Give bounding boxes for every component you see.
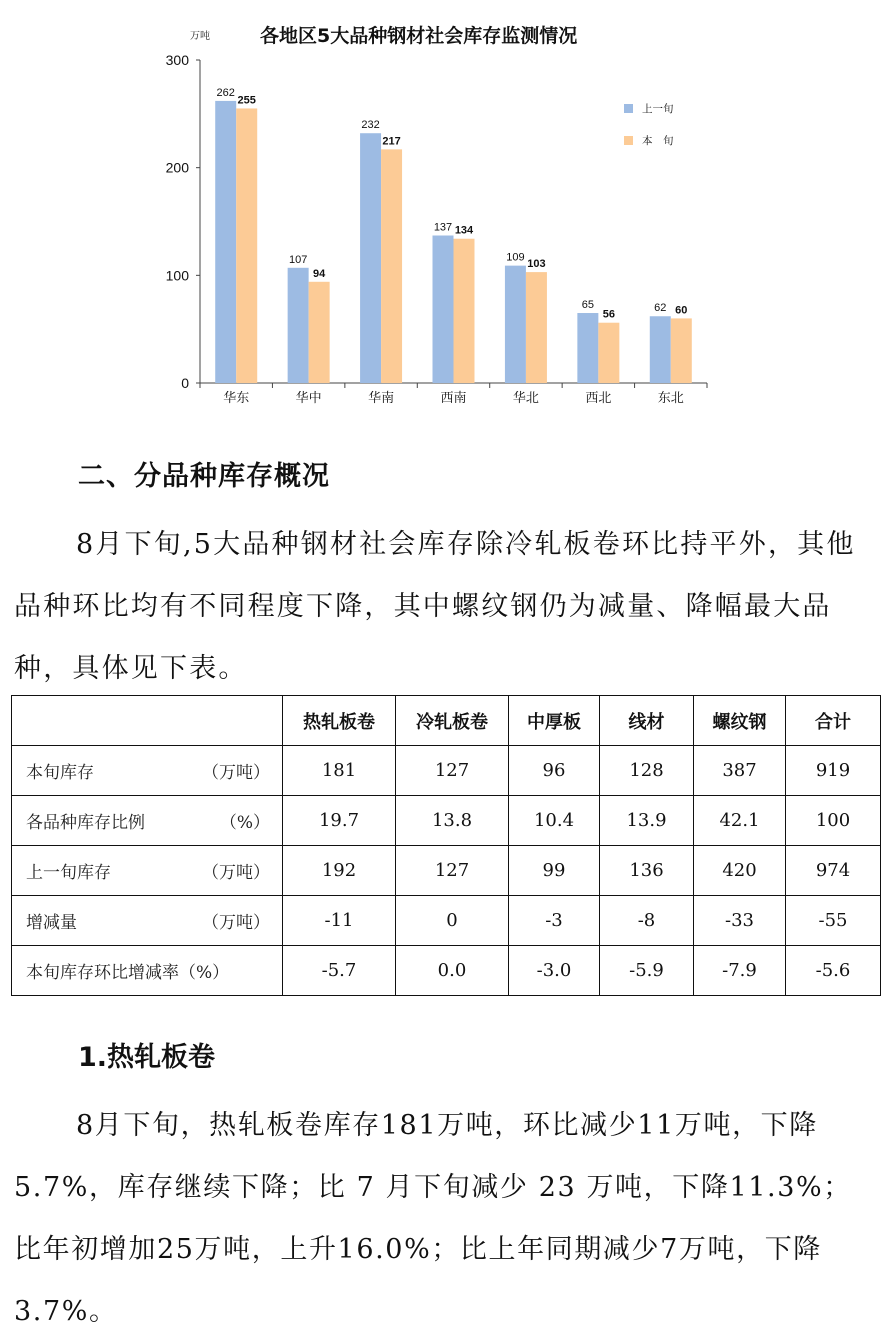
legend-swatch [624, 136, 633, 145]
table-cell: 127 [396, 846, 509, 896]
chart-bars [215, 87, 692, 383]
bar [598, 323, 619, 383]
table-header-cell: 冷轧板卷 [396, 696, 509, 746]
bar [381, 149, 402, 383]
y-tick-label: 0 [181, 375, 189, 391]
bar [215, 101, 236, 383]
table-header-cell: 合计 [786, 696, 881, 746]
inventory-table [11, 695, 881, 996]
bar-value-label: 262 [216, 86, 235, 99]
table-cell: 128 [600, 746, 694, 796]
section-paragraph-text: 8月下旬,5大品种钢材社会库存除冷轧板卷环比持平外，其他品种环比均有不同程度下降，其中螺纹钢仍为减量、降幅最大品种，具体见下表。 [14, 529, 856, 684]
row-label-text: 各品种库存比例 [26, 813, 145, 833]
table-cell: -11 [283, 896, 396, 946]
bar [236, 108, 257, 383]
table-header-cell [12, 696, 283, 746]
table-cell: 136 [600, 846, 694, 896]
row-unit: （%） [219, 813, 270, 833]
row-label [12, 896, 283, 946]
table-cell: -55 [786, 896, 881, 946]
x-category-label: 西北 [585, 391, 612, 406]
row-label-text: 本旬库存 [26, 763, 94, 783]
table-cell: 181 [283, 746, 396, 796]
bar-value-label: 103 [527, 258, 546, 271]
table-cell: 96 [509, 746, 600, 796]
table-cell: 127 [396, 746, 509, 796]
bar [650, 316, 671, 383]
inventory-chart [0, 0, 887, 420]
row-label-text: 增减量 [26, 913, 77, 933]
row-unit: （万吨） [202, 913, 270, 933]
table-cell: 974 [786, 846, 881, 896]
bar [454, 239, 475, 383]
table-cell: -7.9 [694, 946, 786, 996]
table-cell: 13.9 [600, 796, 694, 846]
table-cell: -3 [509, 896, 600, 946]
x-category-label: 华东 [223, 391, 250, 406]
bar-value-label: 134 [454, 224, 474, 237]
bar-value-label: 65 [581, 299, 594, 312]
table-row [12, 746, 881, 796]
bar-value-label: 109 [506, 251, 525, 264]
x-category-label: 华北 [512, 391, 539, 406]
subsection-paragraph-text: 8月下旬，热轧板卷库存181万吨，环比减少11万吨，下降 5.7%，库存继续下降；比 7 月下旬减少 23 万吨，下降11.3%；比年初增加25万吨，上升16.0%；比上年同期减少7万吨，下降3.7%。 [14, 1110, 852, 1327]
table-cell: -33 [694, 896, 786, 946]
table-cell: 0 [396, 896, 509, 946]
row-unit: （万吨） [202, 763, 270, 783]
table-cell: -8 [600, 896, 694, 946]
table-header-row [12, 696, 881, 746]
bar-value-label: 255 [237, 94, 256, 107]
row-label-text: 上一旬库存 [26, 863, 111, 883]
x-category-label: 东北 [657, 391, 684, 406]
bar [433, 235, 454, 383]
bar [577, 313, 598, 383]
bar-value-label: 232 [361, 119, 380, 132]
table-header-cell: 螺纹钢 [694, 696, 786, 746]
y-tick-label: 300 [165, 52, 189, 68]
table-row [12, 896, 881, 946]
bar-value-label: 137 [433, 221, 453, 234]
legend-swatch [624, 104, 633, 113]
table-cell: 13.8 [396, 796, 509, 846]
table-header-cell: 中厚板 [509, 696, 600, 746]
chart-legend [624, 102, 674, 147]
row-label [12, 746, 283, 796]
table-cell: 19.7 [283, 796, 396, 846]
bar [288, 268, 309, 383]
table-cell: -5.9 [600, 946, 694, 996]
table-row [12, 796, 881, 846]
table-cell: -5.7 [283, 946, 396, 996]
table-cell: 100 [786, 796, 881, 846]
bar [360, 133, 381, 383]
legend-label: 本 旬 [642, 135, 674, 147]
table-cell: 420 [694, 846, 786, 896]
bar-value-label: 60 [675, 304, 688, 317]
section-paragraph [14, 514, 874, 700]
row-unit: （万吨） [202, 863, 270, 883]
x-category-label: 华中 [295, 391, 322, 406]
bar-value-label: 56 [602, 308, 615, 321]
bar [505, 266, 526, 383]
chart-unit-label: 万吨 [190, 31, 210, 42]
subsection-heading: 1.热轧板卷 [78, 1042, 216, 1073]
table-cell: -3.0 [509, 946, 600, 996]
table-cell: 387 [694, 746, 786, 796]
x-category-label: 华南 [368, 391, 395, 406]
bar-chart-svg [0, 0, 887, 420]
table-row [12, 946, 881, 996]
subsection-paragraph [14, 1095, 874, 1343]
x-category-label: 西南 [440, 391, 467, 406]
table-cell: 919 [786, 746, 881, 796]
table-header-cell: 热轧板卷 [283, 696, 396, 746]
bar [526, 272, 547, 383]
table-cell: 10.4 [509, 796, 600, 846]
table-row [12, 846, 881, 896]
bar [671, 318, 692, 383]
y-tick-label: 100 [165, 267, 189, 284]
table-cell: -5.6 [786, 946, 881, 996]
bar-value-label: 62 [654, 302, 667, 315]
y-tick-label: 200 [165, 159, 189, 176]
table-cell: 0.0 [396, 946, 509, 996]
table-cell: 192 [283, 846, 396, 896]
bar-value-label: 217 [382, 135, 401, 148]
row-label [12, 946, 283, 996]
bar [309, 282, 330, 383]
chart-title: 各地区5大品种钢材社会库存监测情况 [260, 25, 578, 47]
bar-value-label: 107 [288, 253, 308, 266]
bar-value-label: 94 [313, 267, 326, 280]
row-label-text: 本旬库存环比增减率（%） [26, 963, 230, 983]
section-heading: 二、分品种库存概况 [78, 461, 330, 492]
table-cell: 99 [509, 846, 600, 896]
row-label [12, 846, 283, 896]
legend-label: 上一旬 [642, 103, 674, 115]
row-label [12, 796, 283, 846]
table-cell: 42.1 [694, 796, 786, 846]
table-header-cell: 线材 [600, 696, 694, 746]
